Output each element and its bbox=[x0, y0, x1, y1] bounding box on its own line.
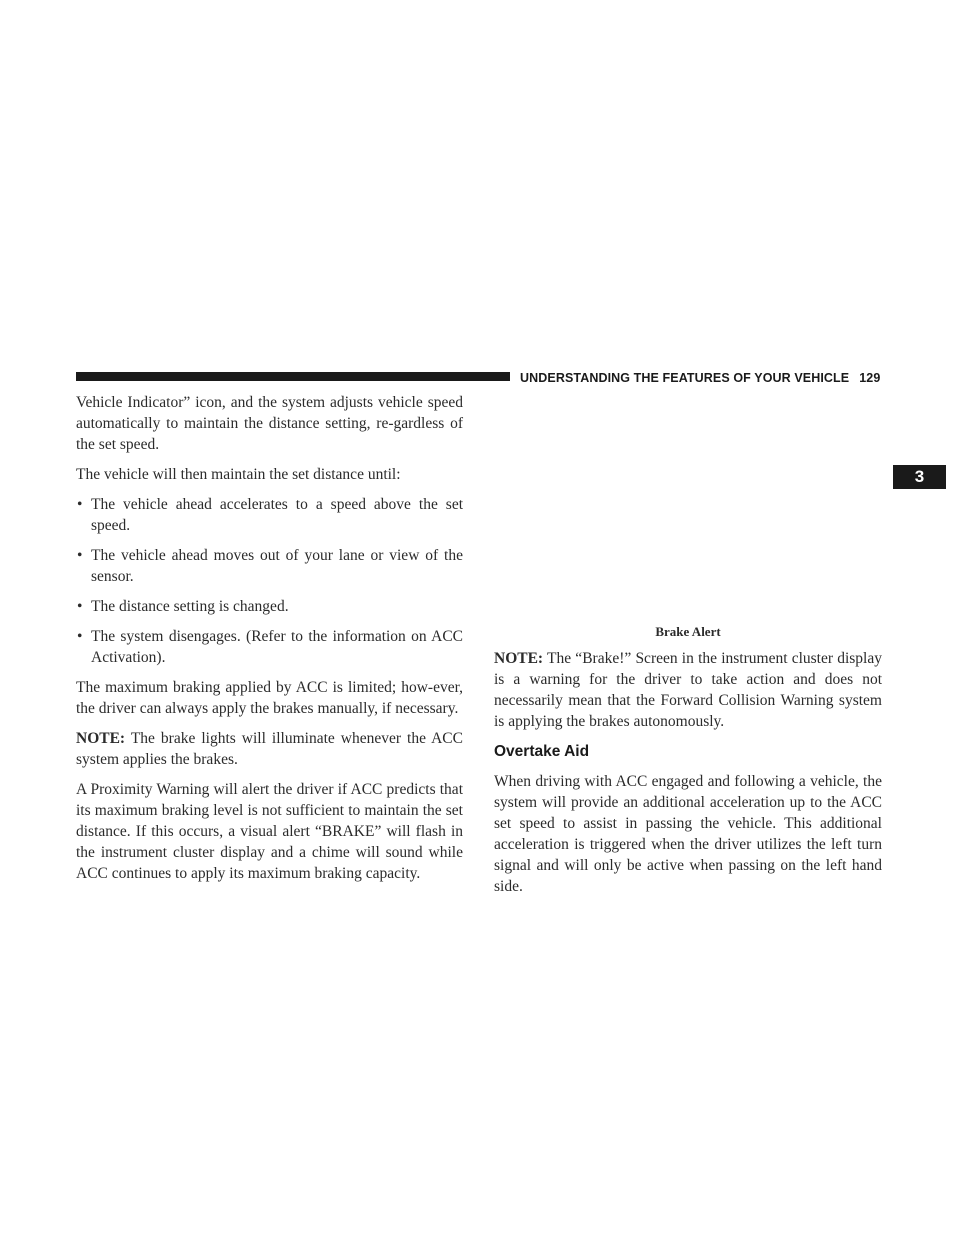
bullet: • bbox=[77, 547, 83, 564]
note bbox=[76, 728, 463, 770]
section-heading: Overtake Aid bbox=[494, 743, 590, 760]
running-title: UNDERSTANDING THE FEATURES OF YOUR VEHICLE bbox=[520, 371, 850, 385]
bullet: • bbox=[77, 628, 83, 645]
paragraph: The maximum braking applied by ACC is limited; how-ever, the driver can always apply the brakes manually, if necessary. bbox=[76, 679, 463, 717]
figure-caption: Brake Alert bbox=[655, 624, 721, 639]
note-label: NOTE: bbox=[494, 650, 544, 667]
left-column bbox=[76, 392, 463, 893]
note-text: The “Brake!” Screen in the instrument cluster display is a warning for the driver to take action and does not necessarily mean that the Forward Collision Warning system is applying the brakes autonomously. bbox=[494, 650, 882, 730]
condition-list bbox=[76, 494, 463, 668]
note-text: The brake lights will illuminate whenever the ACC system applies the brakes. bbox=[76, 730, 463, 768]
note-label: NOTE: bbox=[76, 730, 126, 747]
bullet: • bbox=[77, 598, 83, 615]
paragraph: A Proximity Warning will alert the driver if ACC predicts that its maximum braking level is not sufficient to maintain the set distance. If this occurs, a visual alert “BRAKE” will flash in the instrument cluster display and a chime will sound while ACC continues to apply its maximum braking capacity. bbox=[76, 781, 463, 882]
paragraph: When driving with ACC engaged and following a vehicle, the system will provide an additional acceleration up to the ACC set speed to assist in passing the vehicle. This additional acceleration is triggered when the driver utilizes the left turn signal and will only be active when passing on the left hand side. bbox=[494, 773, 882, 895]
header-rule bbox=[76, 372, 510, 381]
note bbox=[494, 648, 882, 732]
list-item bbox=[76, 596, 463, 617]
list-item bbox=[76, 545, 463, 587]
chapter-tab: 3 bbox=[893, 465, 946, 489]
list-item-text: The distance setting is changed. bbox=[91, 598, 289, 615]
list-item bbox=[76, 494, 463, 536]
paragraph: The vehicle will then maintain the set distance until: bbox=[76, 466, 401, 483]
bullet: • bbox=[77, 496, 83, 513]
running-header bbox=[520, 371, 880, 385]
list-item-text: The vehicle ahead accelerates to a speed above the set speed. bbox=[91, 496, 463, 534]
list-item-text: The vehicle ahead moves out of your lane or view of the sensor. bbox=[91, 547, 463, 585]
list-item bbox=[76, 626, 463, 668]
page-number: 129 bbox=[859, 371, 881, 385]
list-item-text: The system disengages. (Refer to the information on ACC Activation). bbox=[91, 628, 463, 666]
paragraph: Vehicle Indicator” icon, and the system adjusts vehicle speed automatically to maintain the distance setting, re-gardless of the set speed. bbox=[76, 394, 463, 453]
right-column bbox=[494, 648, 882, 906]
